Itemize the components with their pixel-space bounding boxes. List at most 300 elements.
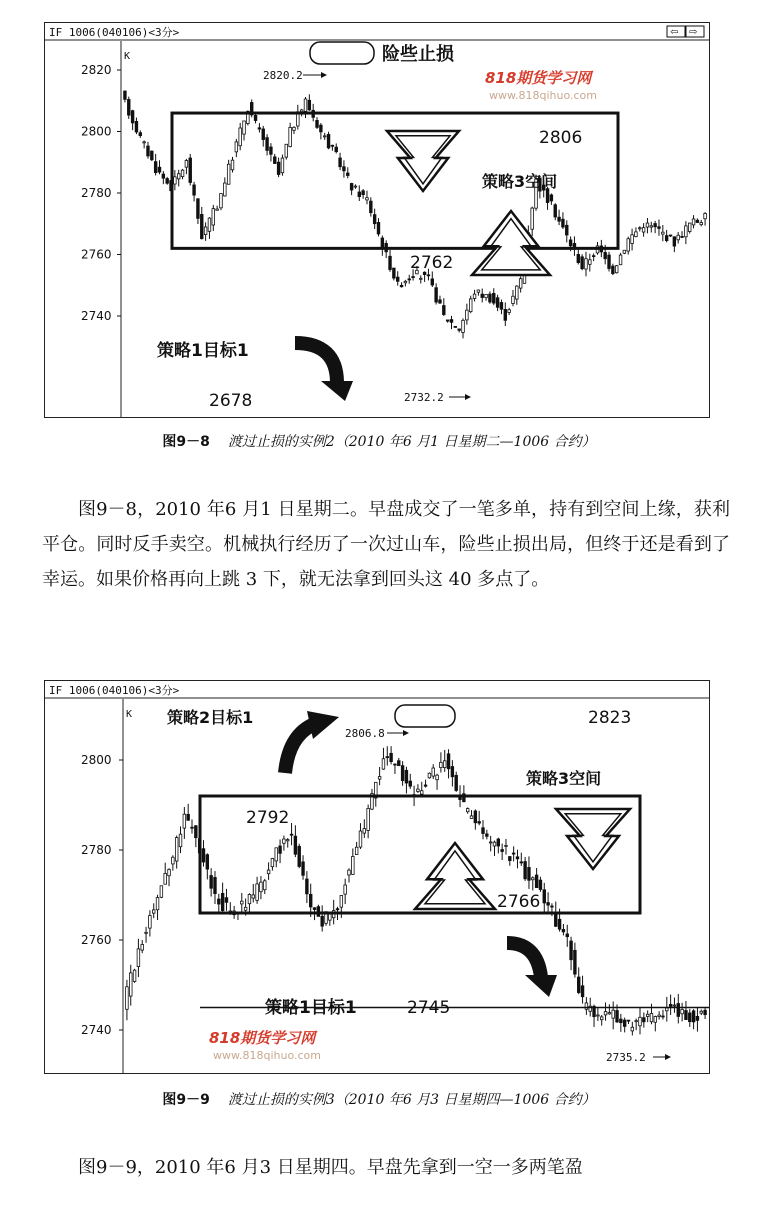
candle-body	[145, 932, 148, 933]
candle-body	[271, 858, 274, 866]
left-arrow-icon: ⇦	[670, 27, 679, 38]
candle-body	[427, 275, 430, 276]
candle-body	[252, 895, 255, 898]
candle-body	[616, 1011, 619, 1022]
candle-body	[577, 977, 580, 993]
candle-body	[700, 1011, 703, 1013]
candle-body	[462, 320, 465, 332]
candle-body	[581, 986, 584, 997]
candle-body	[574, 950, 577, 974]
high-price-label: 2820.2	[263, 69, 303, 82]
candle-body	[654, 224, 657, 227]
candle-body	[294, 836, 297, 854]
candle-body	[248, 894, 251, 903]
candle-body	[519, 279, 522, 288]
candle-body	[405, 770, 408, 783]
watermark: 818期货学习网	[485, 69, 592, 87]
candle-body	[344, 885, 347, 894]
candle-body	[404, 281, 407, 282]
candle-body	[677, 1004, 680, 1017]
candle-body	[412, 277, 415, 278]
candle-body	[277, 162, 280, 174]
candle-body	[581, 257, 584, 269]
k-label: K	[124, 51, 131, 62]
candle-body	[270, 147, 273, 154]
candle-body	[565, 225, 568, 235]
candle-body	[133, 970, 136, 981]
candle-body	[604, 252, 607, 258]
candle-body	[688, 223, 691, 231]
box-top-label: 2806	[539, 128, 583, 148]
candle-body	[566, 934, 569, 937]
candle-body	[258, 128, 261, 129]
watermark-url: www.818qihuo.com	[213, 1049, 321, 1062]
candle-body	[428, 773, 431, 778]
paragraph-2-text: 图9－9，2010 年6 月3 日星期四。早盘先拿到一空一多两笔盈	[78, 1157, 583, 1178]
candle-body	[175, 838, 178, 861]
candle-body	[432, 768, 435, 776]
candle-body	[158, 167, 161, 172]
candle-body	[642, 228, 645, 232]
candle-body	[466, 809, 469, 812]
candle-body	[585, 259, 588, 269]
candle-body	[254, 115, 257, 120]
candle-body	[172, 857, 175, 864]
candle-body	[547, 903, 550, 906]
y-tick-label: 2800	[81, 124, 112, 139]
candle-body	[293, 127, 296, 130]
high-price-pointer-head	[403, 730, 409, 736]
candle-body	[210, 876, 213, 889]
candle-body	[224, 183, 227, 196]
candle-body	[329, 914, 332, 920]
candle-body	[263, 881, 266, 890]
candle-body	[137, 949, 140, 967]
caption-text: 渡过止损的实例2（2010 年6 月1 日星期二—1006 合约）	[227, 434, 596, 450]
candle-body	[570, 941, 573, 960]
paragraph-2	[42, 1150, 730, 1185]
candle-body	[669, 235, 672, 236]
candle-body	[431, 279, 434, 285]
candle-body	[492, 293, 495, 303]
candle-body	[290, 834, 293, 835]
candle-body	[378, 777, 381, 780]
candle-body	[200, 214, 203, 238]
candle-body	[177, 174, 180, 179]
candle-body	[339, 158, 342, 167]
candle-body	[127, 99, 130, 115]
candle-body	[681, 1009, 684, 1013]
candle-body	[455, 775, 458, 790]
watermark-url: www.818qihuo.com	[489, 89, 597, 102]
candle-body	[482, 828, 485, 834]
candle-body	[370, 201, 373, 213]
candle-body	[363, 829, 366, 834]
candle-body	[304, 99, 307, 111]
candle-body	[509, 857, 512, 861]
candle-body	[451, 767, 454, 777]
candle-body	[331, 145, 334, 146]
candle-body	[600, 1017, 603, 1020]
candle-body	[662, 232, 665, 234]
candle-body	[221, 893, 224, 910]
candle-body	[612, 1010, 615, 1018]
candle-body	[220, 194, 223, 208]
candle-body	[204, 227, 207, 235]
chart-9-8	[44, 22, 710, 418]
candle-body	[500, 302, 503, 309]
candle-body	[436, 775, 439, 779]
strategy2-label: 策略2目标1	[167, 708, 254, 727]
title-oval	[310, 42, 374, 64]
candle-body	[162, 174, 165, 178]
paragraph-1-text: 图9－8，2010 年6 月1 日星期二。早盘成交了一笔多单，持有到空间上缘，获利平仓。同时反手卖空。机械执行经历了一次过山车，险些止损出局，但终于还是看到了幸运。如果价格再向上跳 3 下，就无法拿到回头这 40 多点了。	[42, 499, 730, 590]
candle-body	[281, 158, 284, 173]
candle-body	[481, 294, 484, 297]
box-bottom-label: 2762	[410, 253, 454, 273]
candle-body	[164, 873, 167, 884]
candle-body	[685, 226, 688, 237]
candle-body	[243, 121, 246, 134]
candle-body	[635, 1021, 638, 1022]
candle-body	[543, 890, 546, 903]
candle-body	[181, 170, 184, 176]
candle-body	[673, 237, 676, 246]
candle-body	[256, 884, 259, 900]
candle-body	[283, 839, 286, 843]
candle-body	[377, 222, 380, 234]
candle-body	[558, 217, 561, 221]
candle-body	[193, 185, 196, 195]
candle-body	[454, 326, 457, 327]
candle-body	[235, 142, 238, 152]
candle-body	[665, 236, 668, 241]
y-tick-label: 2760	[81, 247, 112, 262]
candle-body	[189, 158, 192, 182]
candle-body	[569, 240, 572, 246]
candle-body	[435, 288, 438, 302]
curved-down-arrow-icon-head	[321, 381, 353, 401]
candle-body	[446, 320, 449, 321]
candle-body	[267, 870, 270, 874]
candle-body	[608, 1013, 611, 1014]
candle-body	[577, 254, 580, 262]
candle-body	[466, 310, 469, 320]
caption-number: 图9－8	[162, 434, 210, 450]
low-price-pointer-head	[465, 394, 471, 400]
candle-body	[458, 329, 461, 330]
candle-body	[486, 834, 489, 836]
candle-body	[604, 1012, 607, 1015]
candle-body	[597, 1015, 600, 1016]
candle-body	[658, 227, 661, 229]
candle-body	[367, 808, 370, 830]
high-price-label: 2806.8	[345, 727, 385, 740]
candle-body	[409, 781, 412, 786]
candle-body	[646, 1014, 649, 1016]
candle-body	[528, 867, 531, 880]
candle-body	[662, 1016, 665, 1017]
candle-body	[620, 1019, 623, 1023]
chart-9-9-canvas	[45, 681, 709, 1073]
candle-body	[474, 811, 477, 823]
y-tick-label: 2800	[81, 753, 112, 767]
candle-body	[183, 814, 186, 828]
candle-body	[154, 162, 157, 173]
candle-body	[473, 294, 476, 298]
candle-body	[505, 845, 508, 846]
candle-body	[612, 266, 615, 273]
candle-body	[260, 882, 263, 891]
caption-text: 渡过止损的实例3（2010 年6 月3 日星期四—1006 合约）	[227, 1092, 596, 1108]
candle-body	[216, 209, 219, 210]
candle-body	[336, 909, 339, 910]
curved-down-arrow-icon-head	[525, 975, 557, 997]
candle-body	[531, 208, 534, 229]
candle-body	[654, 1017, 657, 1023]
candle-body	[394, 764, 397, 765]
candle-body	[608, 255, 611, 268]
candle-body	[419, 278, 422, 279]
candle-body	[443, 761, 446, 768]
candle-body	[393, 268, 396, 278]
up-arrow-icon	[472, 211, 550, 275]
right-arrow-icon: ⇨	[689, 27, 698, 38]
chart-9-9	[44, 680, 710, 1074]
candle-body	[366, 198, 369, 200]
candle-body	[358, 192, 361, 197]
candle-body	[285, 144, 288, 157]
candle-body	[646, 223, 649, 227]
candle-body	[501, 850, 504, 852]
candle-body	[508, 310, 511, 313]
candle-body	[635, 232, 638, 237]
candle-body	[355, 847, 358, 854]
candle-body	[195, 826, 198, 838]
candle-body	[262, 129, 265, 140]
candle-body	[504, 309, 507, 320]
top-value-label: 2823	[588, 708, 632, 728]
strategy1-label: 策略1目标1	[157, 341, 249, 361]
candle-body	[554, 205, 557, 217]
candle-body	[520, 862, 523, 863]
candle-body	[443, 306, 446, 315]
candle-body	[197, 199, 200, 219]
candle-body	[685, 1010, 688, 1019]
candle-body	[279, 846, 282, 853]
candle-body	[286, 840, 289, 841]
curved-down-arrow-icon	[507, 943, 541, 977]
box-bottom-label: 2766	[497, 892, 541, 912]
candle-body	[131, 111, 134, 123]
candle-body	[696, 1016, 699, 1020]
candle-body	[639, 1017, 642, 1025]
candle-body	[187, 814, 190, 820]
candle-body	[289, 127, 292, 146]
strategy3-label: 策略3空间	[482, 172, 558, 191]
target-label: 2745	[407, 998, 451, 1018]
candle-body	[149, 916, 152, 929]
candle-body	[151, 151, 154, 160]
title-oval	[395, 705, 455, 727]
candle-body	[408, 279, 411, 280]
candle-body	[362, 191, 365, 195]
candle-body	[135, 121, 138, 132]
candle-body	[692, 1011, 695, 1022]
strategy1-label: 策略1目标1	[265, 998, 357, 1018]
candle-body	[343, 167, 346, 171]
candle-body	[489, 842, 492, 843]
paragraph-1	[42, 492, 730, 597]
candle-body	[439, 300, 442, 303]
candle-body	[354, 186, 357, 187]
candle-body	[323, 136, 326, 137]
candle-body	[309, 894, 312, 907]
candle-body	[558, 919, 561, 929]
candle-body	[185, 161, 188, 168]
y-tick-label: 2820	[81, 63, 112, 77]
candle-body	[397, 761, 400, 766]
y-tick-label: 2740	[81, 309, 112, 323]
candle-body	[166, 179, 169, 184]
candle-body	[302, 862, 305, 875]
candle-body	[124, 91, 127, 99]
candle-body	[386, 757, 389, 758]
candle-body	[327, 134, 330, 147]
candle-body	[704, 213, 707, 218]
candle-body	[214, 877, 217, 893]
candle-body	[340, 895, 343, 907]
strategy3-label: 策略3空间	[526, 769, 602, 788]
candle-body	[700, 223, 703, 225]
chart-header: IF 1006(040106)<3分>	[49, 684, 180, 697]
candle-body	[623, 1020, 626, 1026]
candle-body	[174, 177, 177, 184]
candle-body	[493, 842, 496, 846]
candle-body	[516, 857, 519, 859]
candle-body	[208, 218, 211, 231]
candle-body	[298, 846, 301, 866]
candle-body	[147, 146, 150, 156]
candle-body	[152, 910, 155, 913]
chart-9-8-canvas	[45, 23, 709, 417]
candle-body	[382, 759, 385, 769]
candle-body	[512, 296, 515, 303]
candle-body	[400, 285, 403, 286]
candle-body	[179, 834, 182, 847]
candle-body	[396, 277, 399, 281]
candle-body	[420, 791, 423, 794]
low-price-label: 2735.2	[606, 1051, 646, 1064]
candle-body	[585, 1003, 588, 1009]
candle-body	[308, 100, 311, 110]
curved-up-arrow-icon-head	[307, 711, 339, 739]
target-label: 2678	[209, 391, 253, 411]
candle-body	[300, 110, 303, 112]
candle-body	[160, 886, 163, 897]
candle-body	[129, 973, 132, 996]
candle-body	[218, 899, 221, 904]
candle-body	[665, 1008, 668, 1011]
candle-body	[275, 848, 278, 861]
candle-body	[524, 862, 527, 879]
candle-body	[352, 856, 355, 874]
candle-body	[126, 987, 129, 1009]
candle-body	[168, 869, 171, 875]
candle-body	[335, 147, 338, 152]
y-tick-label: 2740	[81, 1023, 112, 1037]
candle-body	[631, 235, 634, 244]
candle-body	[316, 120, 319, 127]
candle-body	[688, 1013, 691, 1022]
candle-body	[696, 220, 699, 222]
candle-body	[469, 299, 472, 312]
candle-body	[273, 157, 276, 164]
candle-body	[627, 239, 630, 251]
candle-body	[562, 219, 565, 227]
candle-body	[485, 294, 488, 297]
candle-body	[589, 260, 592, 265]
candle-body	[320, 125, 323, 132]
candle-body	[440, 762, 443, 767]
candle-body	[615, 266, 618, 273]
k-label: K	[126, 709, 133, 720]
high-price-pointer-head	[321, 72, 327, 78]
candle-body	[212, 209, 215, 225]
candle-body	[202, 849, 205, 862]
candle-body	[627, 1020, 630, 1021]
candle-body	[321, 916, 324, 926]
caption-number: 图9－9	[162, 1092, 210, 1108]
candle-body	[669, 1004, 672, 1006]
candle-body	[139, 133, 142, 136]
low-price-label: 2732.2	[404, 391, 444, 404]
candle-body	[619, 255, 622, 265]
candle-body	[650, 226, 653, 227]
candle-body	[231, 160, 234, 170]
candle-body	[550, 195, 553, 201]
candle-body	[497, 839, 500, 846]
candle-body	[643, 1018, 646, 1022]
candle-body	[450, 320, 453, 323]
candle-body	[401, 766, 404, 781]
down-arrow-icon	[387, 131, 459, 191]
candle-body	[623, 250, 626, 253]
caption-9-8	[0, 431, 758, 451]
candle-body	[531, 878, 534, 880]
candle-body	[562, 929, 565, 931]
candle-body	[496, 298, 499, 308]
candle-body	[681, 236, 684, 237]
candle-body	[348, 870, 351, 875]
candle-body	[592, 256, 595, 257]
candle-body	[692, 219, 695, 225]
candle-body	[346, 173, 349, 175]
candle-body	[191, 827, 194, 828]
candle-body	[478, 822, 481, 824]
candle-body	[141, 944, 144, 950]
candle-body	[266, 138, 269, 151]
candle-body	[658, 1015, 661, 1016]
candle-body	[535, 875, 538, 888]
candle-body	[240, 901, 243, 904]
candle-body	[350, 183, 353, 190]
chart-header: IF 1006(040106)<3分>	[49, 26, 180, 39]
candle-body	[638, 228, 641, 229]
candle-body	[477, 290, 480, 292]
candle-body	[239, 128, 242, 146]
y-tick-label: 2780	[81, 843, 112, 857]
